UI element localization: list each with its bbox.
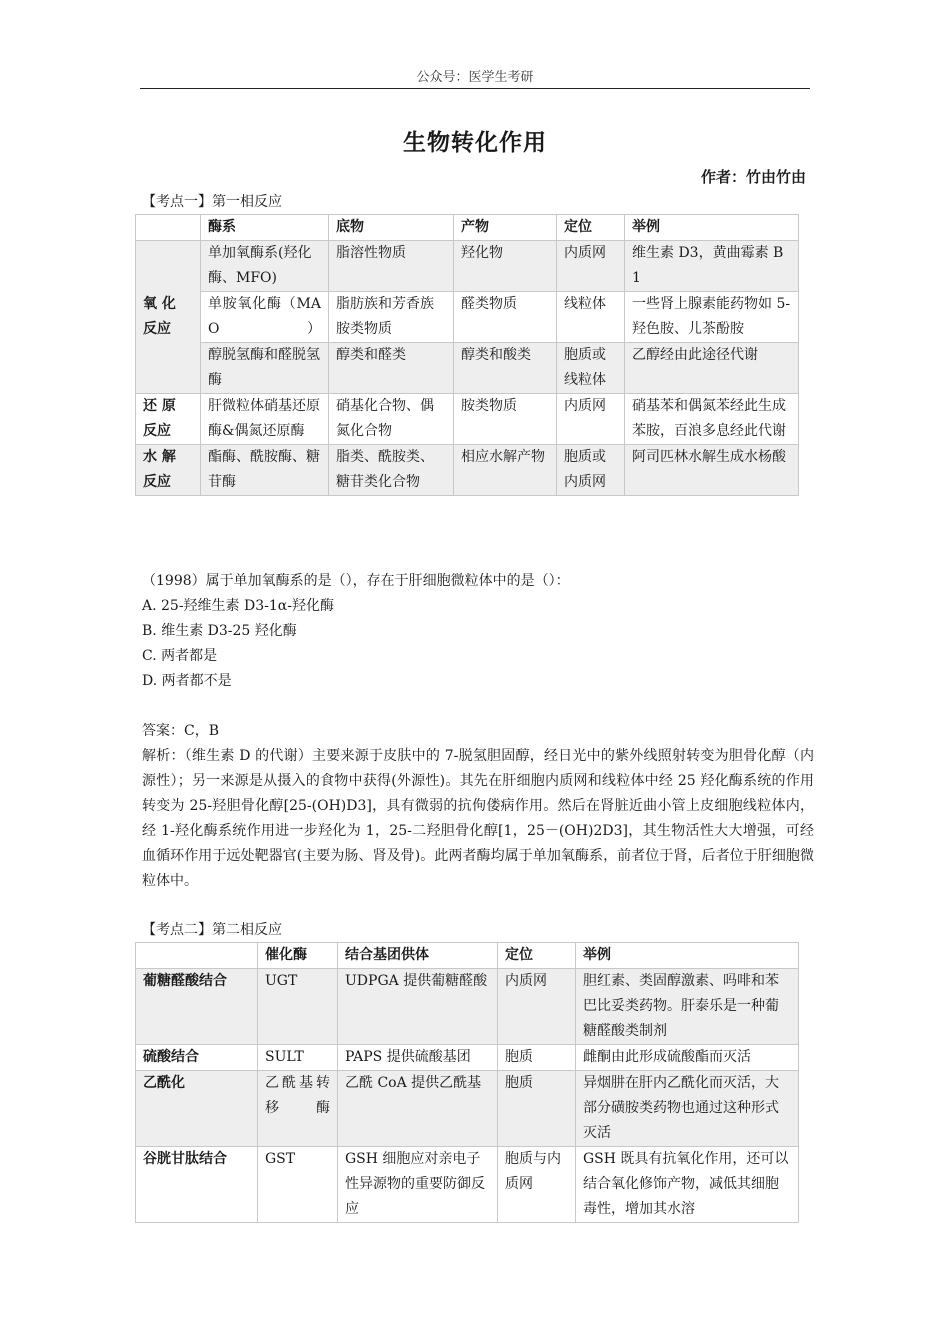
- cell-enzyme: 乙酰基转移酶: [258, 1071, 338, 1147]
- cell-enzyme: GST: [258, 1147, 338, 1223]
- cell-enzyme: UGT: [258, 969, 338, 1045]
- table-row: [136, 394, 799, 445]
- cell-example: 阿司匹林水解生成水杨酸: [625, 445, 799, 496]
- author-line: 作者：竹由竹由: [700, 168, 806, 186]
- answer-line: 答案：C，B: [142, 723, 219, 739]
- column-header: [136, 943, 258, 969]
- cell-location: 胞质: [498, 1045, 576, 1071]
- cell-substrate: 脂溶性物质: [329, 241, 454, 292]
- cell-product: 醛类物质: [454, 292, 557, 343]
- group-label-oxidation: 氧 化 反应: [136, 241, 201, 394]
- question-block: [142, 569, 814, 894]
- cell-product: 羟化物: [454, 241, 557, 292]
- row-label: 葡糖醛酸结合: [136, 969, 258, 1045]
- cell-location: 胞质或内质网: [557, 445, 625, 496]
- option-d: D. 两者都不是: [142, 673, 232, 689]
- option-b: B. 维生素 D3-25 羟化酶: [142, 623, 297, 639]
- cell-example: 雌酮由此形成硫酸酯而灭活: [576, 1045, 799, 1071]
- cell-substrate: 醇类和醛类: [329, 343, 454, 394]
- cell-donor: GSH 细胞应对亲电子性异源物的重要防御反应: [338, 1147, 498, 1223]
- cell-location: 胞质: [498, 1071, 576, 1147]
- cell-enzyme: 肝微粒体硝基还原酶&偶氮还原酶: [201, 394, 329, 445]
- option-c: C. 两者都是: [142, 648, 218, 664]
- row-label: 乙酰化: [136, 1071, 258, 1147]
- group-label-hydrolysis: 水 解 反应: [136, 445, 201, 496]
- table-row: [136, 1045, 799, 1071]
- cell-example: 胆红素、类固醇激素、吗啡和苯巴比妥类药物。肝泰乐是一种葡糖醛酸类制剂: [576, 969, 799, 1045]
- cell-enzyme: 单胺氧化酶（MAO）: [201, 292, 329, 343]
- option-a: A. 25-羟维生素 D3-1α-羟化酶: [142, 598, 334, 614]
- cell-example: GSH 既具有抗氧化作用，还可以结合氧化修饰产物，减低其细胞毒性，增加其水溶: [576, 1147, 799, 1223]
- table-header-row: [136, 943, 799, 969]
- cell-location: 线粒体: [557, 292, 625, 343]
- cell-example: 异烟肼在肝内乙酰化而灭活，大部分磺胺类药物也通过这种形式灭活: [576, 1071, 799, 1147]
- cell-example: 硝基苯和偶氮苯经此生成苯胺，百浪多息经此代谢: [625, 394, 799, 445]
- table-header-row: [136, 215, 799, 241]
- table-row: [136, 292, 799, 343]
- cell-enzyme: 醇脱氢酶和醛脱氢酶: [201, 343, 329, 394]
- row-label: 硫酸结合: [136, 1045, 258, 1071]
- cell-example: 一些肾上腺素能药物如 5-羟色胺、儿茶酚胺: [625, 292, 799, 343]
- table-row: [136, 969, 799, 1045]
- page-title: 生物转化作用: [403, 130, 547, 156]
- table-row: [136, 343, 799, 394]
- column-header: 定位: [498, 943, 576, 969]
- cell-product: 相应水解产物: [454, 445, 557, 496]
- phase1-table: [135, 214, 799, 496]
- column-header: 举例: [576, 943, 799, 969]
- cell-donor: 乙酰 CoA 提供乙酰基: [338, 1071, 498, 1147]
- section2-heading: 【考点二】第二相反应: [142, 922, 282, 938]
- page-header: 公众号：医学生考研: [416, 70, 534, 85]
- cell-example: 乙醇经由此途径代谢: [625, 343, 799, 394]
- cell-substrate: 脂类、酰胺类、糖苷类化合物: [329, 445, 454, 496]
- cell-enzyme: 单加氧酶系(羟化酶、MFO): [201, 241, 329, 292]
- row-label: 谷胱甘肽结合: [136, 1147, 258, 1223]
- group-label-reduction: 还 原 反应: [136, 394, 201, 445]
- column-header: 举例: [625, 215, 799, 241]
- question-stem: （1998）属于单加氧酶系的是（），存在于肝细胞微粒体中的是（）：: [142, 573, 570, 589]
- analysis-text: 解析：（维生素 D 的代谢）主要来源于皮肤中的 7-脱氢胆固醇，经日光中的紫外线照射转变为胆骨化醇（内源性）；另一来源是从摄入的食物中获得(外源性)。其先在肝细胞内质网和线粒体中经 25 羟化酶系统的作用转变为 25-羟胆骨化醇[25-(OH)D3]，具有微弱的抗佝偻病作用。然后在肾脏近曲小管上皮细胞线粒体内，经 1-羟化酶系统作用进一步羟化为 1，25-二羟胆骨化醇[1，25－(OH)2D3]，其生物活性大大增强，可经血循环作用于远处靶器官(主要为肠、肾及骨)。此两者酶均属于单加氧酶系，前者位于肾，后者位于肝细胞微粒体中。: [142, 748, 814, 889]
- cell-location: 胞质与内质网: [498, 1147, 576, 1223]
- cell-donor: UDPGA 提供葡糖醛酸: [338, 969, 498, 1045]
- column-header: 产物: [454, 215, 557, 241]
- cell-substrate: 硝基化合物、偶氮化合物: [329, 394, 454, 445]
- cell-donor: PAPS 提供硫酸基团: [338, 1045, 498, 1071]
- column-header: 催化酶: [258, 943, 338, 969]
- table-row: [136, 445, 799, 496]
- table-row: [136, 241, 799, 292]
- cell-location: 内质网: [557, 241, 625, 292]
- column-header: 结合基团供体: [338, 943, 498, 969]
- cell-enzyme: SULT: [258, 1045, 338, 1071]
- table-row: [136, 1147, 799, 1223]
- column-header: [136, 215, 201, 241]
- cell-location: 胞质或线粒体: [557, 343, 625, 394]
- column-header: 底物: [329, 215, 454, 241]
- cell-product: 胺类物质: [454, 394, 557, 445]
- cell-product: 醇类和酸类: [454, 343, 557, 394]
- cell-example: 维生素 D3，黄曲霉素 B1: [625, 241, 799, 292]
- column-header: 酶系: [201, 215, 329, 241]
- header-divider: [140, 88, 810, 89]
- cell-enzyme: 酯酶、酰胺酶、糖苷酶: [201, 445, 329, 496]
- cell-location: 内质网: [498, 969, 576, 1045]
- table-row: [136, 1071, 799, 1147]
- section1-heading: 【考点一】第一相反应: [142, 194, 282, 210]
- column-header: 定位: [557, 215, 625, 241]
- cell-location: 内质网: [557, 394, 625, 445]
- phase2-table: [135, 942, 799, 1223]
- cell-substrate: 脂肪族和芳香族胺类物质: [329, 292, 454, 343]
